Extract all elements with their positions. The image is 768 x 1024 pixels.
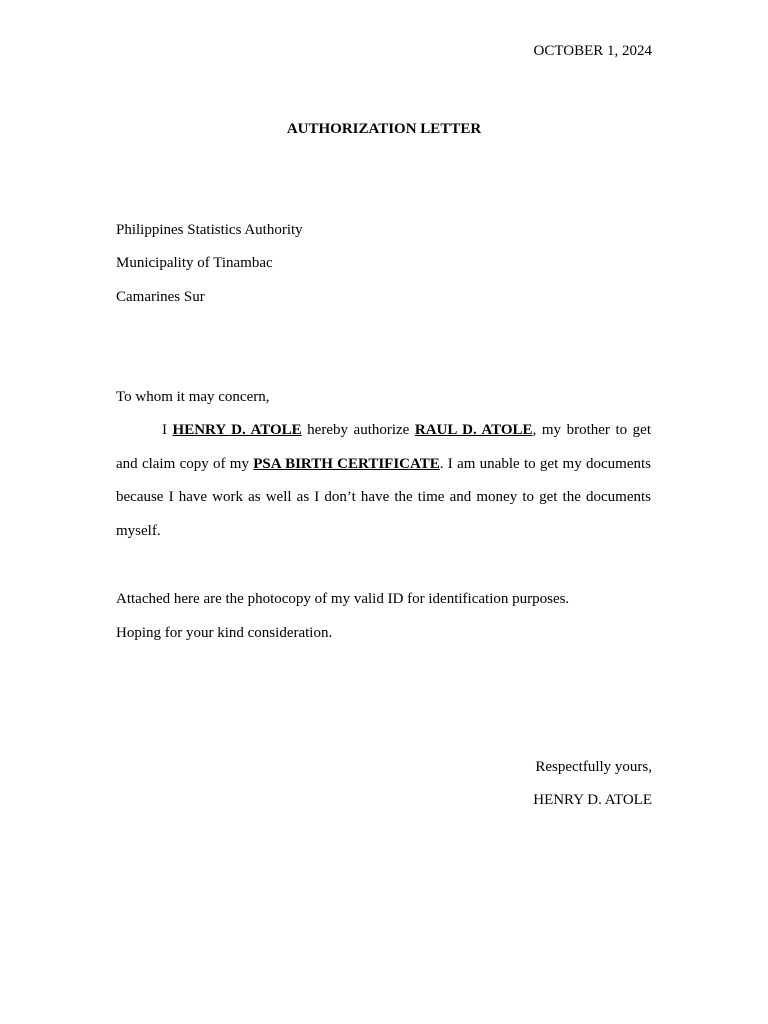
recipient-line-1: Philippines Statistics Authority [116, 222, 303, 238]
grantor-name: HENRY D. ATOLE [172, 422, 302, 438]
attached-note: Attached here are the photocopy of my valid ID for identification purposes. [116, 591, 570, 607]
signer-name: HENRY D. ATOLE [533, 792, 652, 808]
recipient-line-3: Camarines Sur [116, 289, 205, 305]
closing: Respectfully yours, [535, 759, 652, 775]
authorized-name: RAUL D. ATOLE [414, 422, 533, 438]
hoping-note: Hoping for your kind consideration. [116, 625, 333, 641]
body-paragraph [116, 414, 651, 548]
body-text-part-3: , my brother to get and claim copy of my [116, 422, 651, 472]
body-text-part-1: I [162, 422, 173, 438]
body-text-part-2: hereby authorize [301, 422, 415, 438]
recipient-line-2: Municipality of Tinambac [116, 255, 273, 271]
body-text-part-4: . I am unable to get my documents because I have work as well as I don’t have the time and money to get the documents myself. [116, 455, 651, 539]
letter-date: OCTOBER 1, 2024 [533, 43, 652, 59]
document-name: PSA BIRTH CERTIFICATE [253, 455, 440, 472]
letter-title: AUTHORIZATION LETTER [286, 121, 482, 137]
salutation: To whom it may concern, [116, 389, 270, 405]
